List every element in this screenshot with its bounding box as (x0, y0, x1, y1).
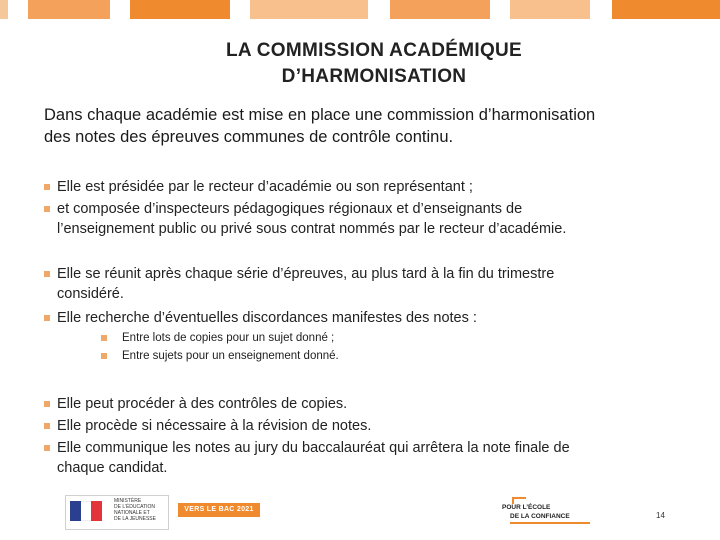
bullet-square-icon (44, 423, 50, 429)
bac-2021-badge: VERS LE BAC 2021 (178, 503, 260, 517)
bullet-item: Elle est présidée par le recteur d’académie ou son représentant ; (44, 177, 473, 197)
bullet-square-icon (44, 401, 50, 407)
french-flag-icon (70, 501, 102, 521)
top-bar-segment (130, 0, 230, 19)
bullet-item: Elle se réunit après chaque série d’épreuves, au plus tard à la fin du trimestre considéré. (44, 264, 554, 304)
bullet-square-icon (44, 206, 50, 212)
top-bar-segment (390, 0, 490, 19)
logo-tick-icon (512, 497, 526, 504)
intro-line-1: Dans chaque académie est mise en place une commission d’harmonisation (44, 106, 596, 124)
ministry-logo (65, 495, 169, 530)
bullet-item: et composée d’inspecteurs pédagogiques régionaux et d’enseignants de l’enseignement public ou privé sous contrat nommés par le recteur d’académie. (44, 199, 566, 239)
page-title (0, 38, 720, 90)
top-bar-segment (510, 0, 590, 19)
top-bar-segment (612, 0, 720, 19)
title-line-1: LA COMMISSION ACADÉMIQUE (225, 40, 523, 61)
bullet-item: Elle peut procéder à des contrôles de copies. (44, 394, 347, 414)
bullet-square-icon (44, 315, 50, 321)
bullet-square-icon (44, 184, 50, 190)
top-bar-segment (28, 0, 110, 19)
intro-line-2: des notes des épreuves communes de contrôle continu. (44, 128, 454, 146)
sub-bullet-item: Entre lots de copies pour un sujet donné ; (101, 329, 334, 347)
title-line-2: D’HARMONISATION (281, 66, 467, 87)
page-number: 14 (656, 511, 665, 520)
bullet-square-icon (101, 353, 107, 359)
bullet-item: Elle communique les notes au jury du baccalauréat qui arrêtera la note finale de chaque candidat. (44, 438, 570, 478)
ministry-text: MINISTÈRE DE L’ÉDUCATION NATIONALE ET DE LA JEUNESSE (114, 498, 156, 522)
top-decorative-bars (0, 0, 720, 20)
top-bar-segment (250, 0, 368, 19)
sub-bullet-item: Entre sujets pour un enseignement donné. (101, 347, 339, 365)
intro-paragraph (44, 104, 684, 148)
top-bar-segment (0, 0, 8, 19)
bullet-square-icon (101, 335, 107, 341)
bullet-item: Elle recherche d’éventuelles discordances manifestes des notes : (44, 308, 477, 328)
bullet-square-icon (44, 445, 50, 451)
logo-underline (510, 522, 590, 524)
ecole-confiance-logo: POUR L’ÉCOLE DE LA CONFIANCE (502, 497, 598, 527)
bullet-square-icon (44, 271, 50, 277)
bullet-item: Elle procède si nécessaire à la révision de notes. (44, 416, 371, 436)
